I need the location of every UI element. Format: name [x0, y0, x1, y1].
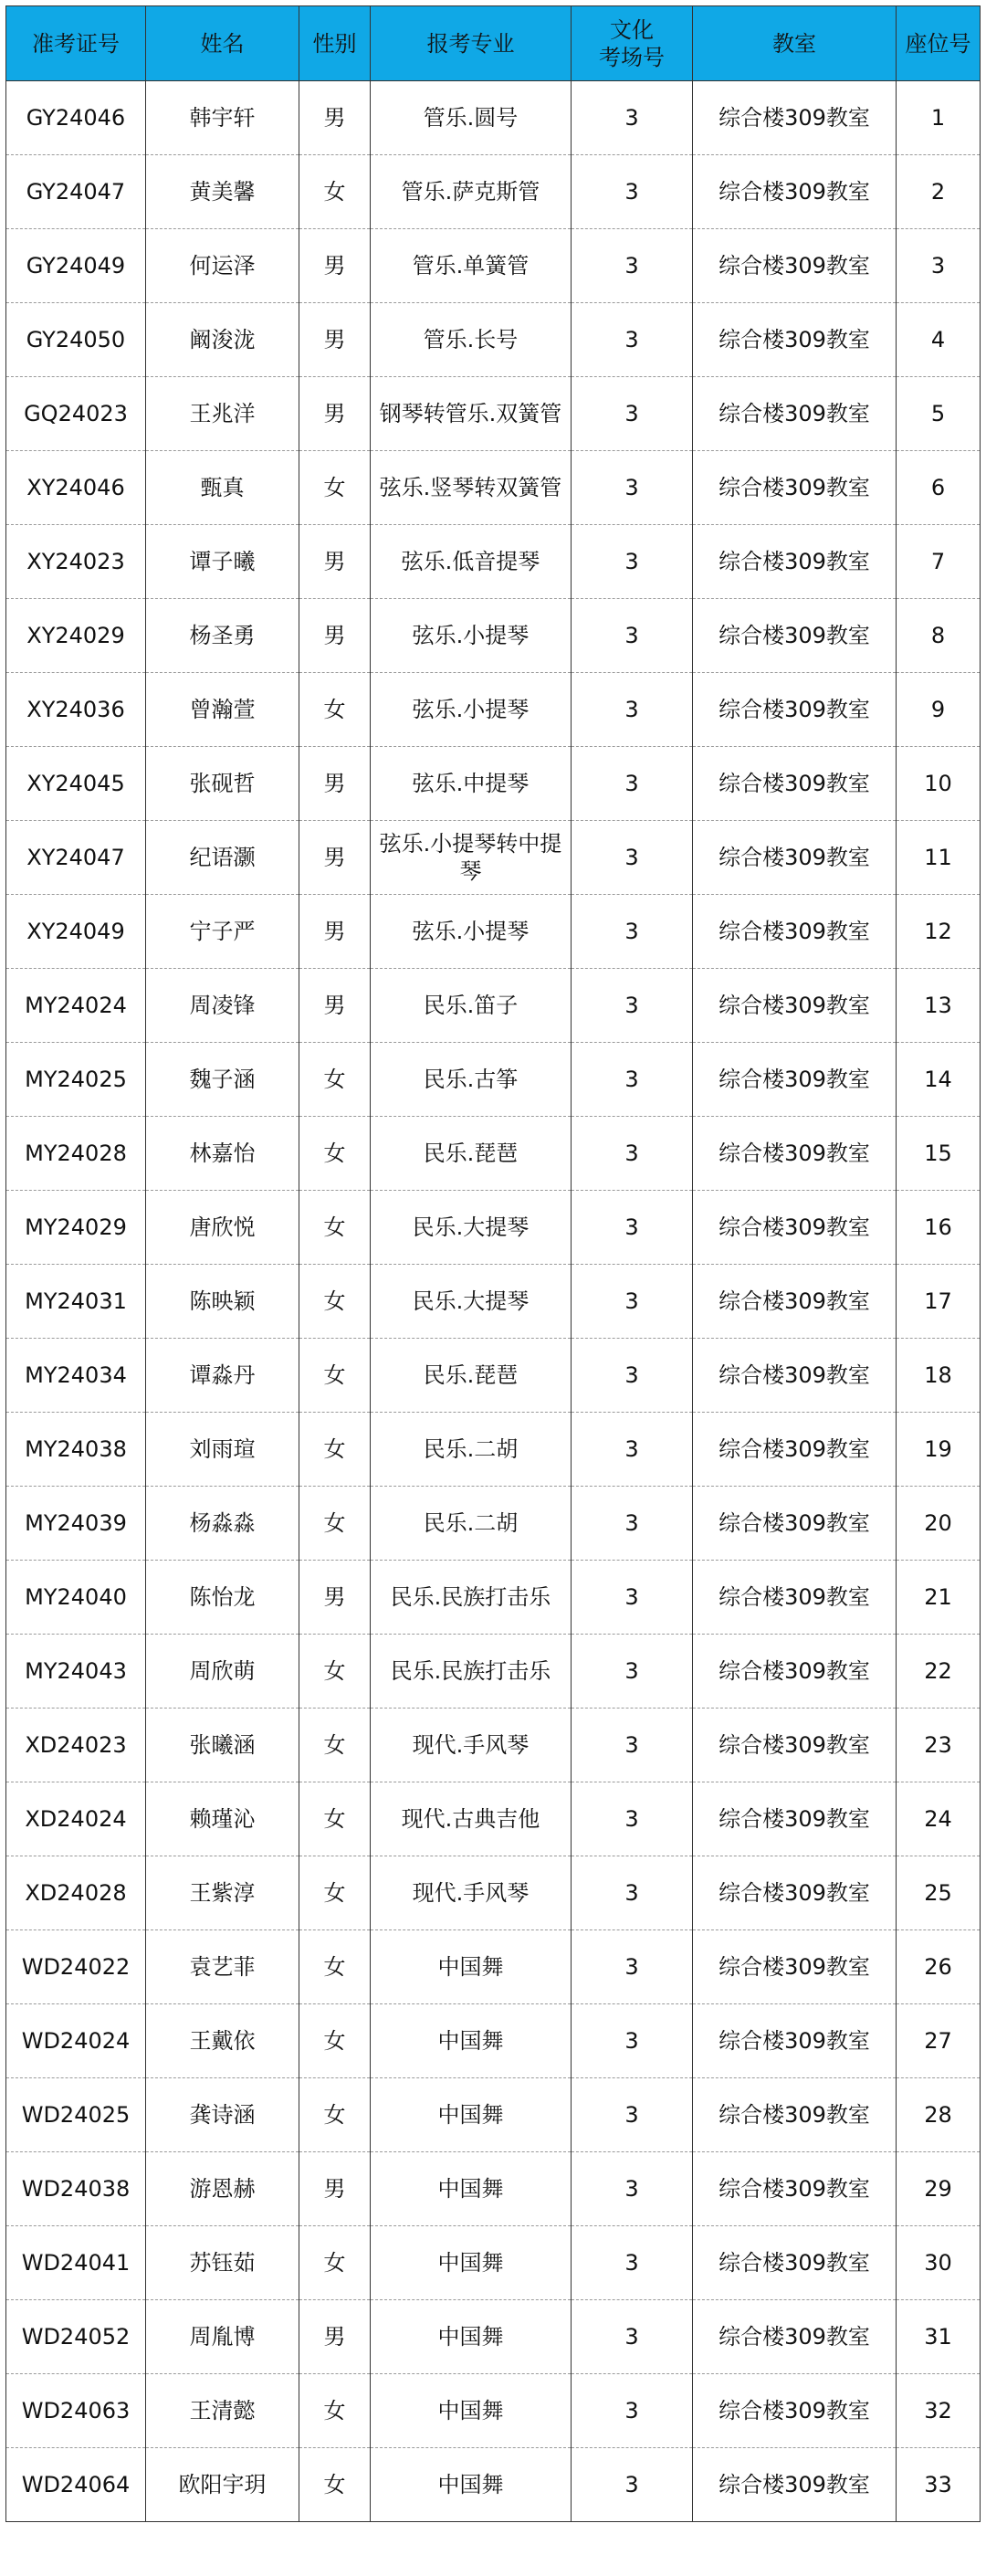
cell-exam-id: GQ24023	[6, 377, 146, 451]
cell-room-no: 3	[572, 525, 693, 599]
cell-seat: 19	[897, 1413, 981, 1487]
cell-seat: 24	[897, 1782, 981, 1856]
cell-exam-id: MY24039	[6, 1487, 146, 1561]
cell-exam-id: GY24047	[6, 155, 146, 229]
cell-classroom: 综合楼309教室	[693, 1709, 897, 1782]
cell-major: 中国舞	[371, 2374, 572, 2448]
cell-name: 韩宇轩	[146, 81, 299, 155]
cell-gender: 男	[299, 303, 371, 377]
table-row	[6, 1782, 981, 1856]
cell-gender: 女	[299, 1856, 371, 1930]
cell-room-no: 3	[572, 2078, 693, 2152]
cell-classroom: 综合楼309教室	[693, 155, 897, 229]
cell-name: 陈映颖	[146, 1265, 299, 1339]
cell-major: 民乐.琵琶	[371, 1117, 572, 1191]
cell-seat: 25	[897, 1856, 981, 1930]
cell-major: 中国舞	[371, 2078, 572, 2152]
table-header	[6, 6, 981, 81]
cell-classroom: 综合楼309教室	[693, 821, 897, 895]
cell-name: 谭子曦	[146, 525, 299, 599]
cell-exam-id: WD24063	[6, 2374, 146, 2448]
cell-exam-id: MY24029	[6, 1191, 146, 1265]
header-gender: 性别	[299, 6, 371, 81]
table-row	[6, 895, 981, 969]
cell-seat: 29	[897, 2152, 981, 2226]
cell-seat: 30	[897, 2226, 981, 2300]
cell-gender: 男	[299, 377, 371, 451]
cell-name: 刘雨瑄	[146, 1413, 299, 1487]
cell-major: 民乐.琵琶	[371, 1339, 572, 1413]
cell-name: 王戴依	[146, 2004, 299, 2078]
cell-gender: 女	[299, 2448, 371, 2522]
cell-gender: 男	[299, 229, 371, 303]
cell-seat: 7	[897, 525, 981, 599]
cell-major: 管乐.单簧管	[371, 229, 572, 303]
cell-room-no: 3	[572, 377, 693, 451]
cell-gender: 女	[299, 451, 371, 525]
cell-major: 现代.手风琴	[371, 1709, 572, 1782]
table-row	[6, 1561, 981, 1635]
cell-room-no: 3	[572, 303, 693, 377]
table-row	[6, 1413, 981, 1487]
header-room-no-line2: 考场号	[599, 44, 665, 70]
cell-classroom: 综合楼309教室	[693, 969, 897, 1043]
cell-exam-id: XD24028	[6, 1856, 146, 1930]
cell-classroom: 综合楼309教室	[693, 1265, 897, 1339]
cell-gender: 女	[299, 1635, 371, 1709]
cell-name: 唐欣悦	[146, 1191, 299, 1265]
cell-exam-id: XY24049	[6, 895, 146, 969]
cell-exam-id: XD24023	[6, 1709, 146, 1782]
cell-major: 中国舞	[371, 2226, 572, 2300]
cell-major: 弦乐.竖琴转双簧管	[371, 451, 572, 525]
header-major: 报考专业	[371, 6, 572, 81]
cell-exam-id: MY24031	[6, 1265, 146, 1339]
cell-name: 周欣萌	[146, 1635, 299, 1709]
cell-gender: 女	[299, 1043, 371, 1117]
cell-gender: 男	[299, 81, 371, 155]
cell-seat: 20	[897, 1487, 981, 1561]
cell-classroom: 综合楼309教室	[693, 2226, 897, 2300]
table-row	[6, 1930, 981, 2004]
cell-exam-id: WD24022	[6, 1930, 146, 2004]
cell-exam-id: WD24064	[6, 2448, 146, 2522]
cell-name: 苏钰茹	[146, 2226, 299, 2300]
cell-seat: 21	[897, 1561, 981, 1635]
cell-exam-id: XY24047	[6, 821, 146, 895]
cell-gender: 女	[299, 2374, 371, 2448]
table-row	[6, 1487, 981, 1561]
cell-exam-id: WD24052	[6, 2300, 146, 2374]
table-row	[6, 525, 981, 599]
cell-exam-id: MY24034	[6, 1339, 146, 1413]
cell-name: 杨圣勇	[146, 599, 299, 673]
table-row	[6, 1339, 981, 1413]
cell-gender: 女	[299, 1191, 371, 1265]
cell-room-no: 3	[572, 155, 693, 229]
cell-major: 民乐.民族打击乐	[371, 1635, 572, 1709]
cell-exam-id: WD24024	[6, 2004, 146, 2078]
cell-name: 王兆洋	[146, 377, 299, 451]
cell-major: 弦乐.小提琴	[371, 895, 572, 969]
cell-major: 民乐.二胡	[371, 1413, 572, 1487]
table-row	[6, 2448, 981, 2522]
cell-exam-id: MY24038	[6, 1413, 146, 1487]
cell-name: 张曦涵	[146, 1709, 299, 1782]
cell-name: 林嘉怡	[146, 1117, 299, 1191]
cell-name: 赖瑾沁	[146, 1782, 299, 1856]
cell-name: 王紫淳	[146, 1856, 299, 1930]
cell-room-no: 3	[572, 81, 693, 155]
cell-name: 周胤博	[146, 2300, 299, 2374]
cell-room-no: 3	[572, 229, 693, 303]
table-row	[6, 1265, 981, 1339]
cell-exam-id: XD24024	[6, 1782, 146, 1856]
cell-classroom: 综合楼309教室	[693, 2152, 897, 2226]
cell-name: 宁子严	[146, 895, 299, 969]
cell-gender: 女	[299, 1339, 371, 1413]
cell-gender: 男	[299, 599, 371, 673]
cell-classroom: 综合楼309教室	[693, 1635, 897, 1709]
cell-room-no: 3	[572, 2300, 693, 2374]
cell-major: 中国舞	[371, 1930, 572, 2004]
cell-seat: 5	[897, 377, 981, 451]
table-row	[6, 969, 981, 1043]
cell-room-no: 3	[572, 1043, 693, 1117]
header-room-no-line1: 文化	[610, 16, 654, 43]
cell-exam-id: XY24045	[6, 747, 146, 821]
cell-exam-id: XY24036	[6, 673, 146, 747]
cell-seat: 16	[897, 1191, 981, 1265]
cell-seat: 9	[897, 673, 981, 747]
cell-gender: 女	[299, 1709, 371, 1782]
cell-seat: 17	[897, 1265, 981, 1339]
cell-classroom: 综合楼309教室	[693, 525, 897, 599]
table-row	[6, 599, 981, 673]
cell-gender: 男	[299, 525, 371, 599]
cell-gender: 男	[299, 747, 371, 821]
cell-gender: 女	[299, 2004, 371, 2078]
cell-major: 民乐.古筝	[371, 1043, 572, 1117]
cell-major: 民乐.笛子	[371, 969, 572, 1043]
table-row	[6, 1043, 981, 1117]
cell-seat: 33	[897, 2448, 981, 2522]
cell-room-no: 3	[572, 1709, 693, 1782]
cell-seat: 15	[897, 1117, 981, 1191]
cell-name: 龚诗涵	[146, 2078, 299, 2152]
cell-classroom: 综合楼309教室	[693, 1856, 897, 1930]
cell-major: 民乐.二胡	[371, 1487, 572, 1561]
cell-seat: 32	[897, 2374, 981, 2448]
cell-gender: 男	[299, 2152, 371, 2226]
cell-seat: 14	[897, 1043, 981, 1117]
cell-classroom: 综合楼309教室	[693, 2448, 897, 2522]
cell-classroom: 综合楼309教室	[693, 1561, 897, 1635]
cell-room-no: 3	[572, 673, 693, 747]
cell-gender: 男	[299, 821, 371, 895]
cell-room-no: 3	[572, 1117, 693, 1191]
cell-gender: 女	[299, 1930, 371, 2004]
cell-room-no: 3	[572, 1930, 693, 2004]
table-row	[6, 2300, 981, 2374]
cell-exam-id: WD24038	[6, 2152, 146, 2226]
cell-major: 弦乐.低音提琴	[371, 525, 572, 599]
cell-major: 现代.手风琴	[371, 1856, 572, 1930]
table-row	[6, 1856, 981, 1930]
table-row	[6, 2004, 981, 2078]
cell-room-no: 3	[572, 821, 693, 895]
cell-room-no: 3	[572, 1856, 693, 1930]
cell-classroom: 综合楼309教室	[693, 747, 897, 821]
cell-classroom: 综合楼309教室	[693, 1117, 897, 1191]
cell-classroom: 综合楼309教室	[693, 1487, 897, 1561]
cell-classroom: 综合楼309教室	[693, 1191, 897, 1265]
cell-name: 张砚哲	[146, 747, 299, 821]
cell-room-no: 3	[572, 1265, 693, 1339]
cell-room-no: 3	[572, 1635, 693, 1709]
cell-name: 杨淼淼	[146, 1487, 299, 1561]
cell-major: 弦乐.小提琴转中提琴	[371, 821, 572, 895]
cell-major: 中国舞	[371, 2448, 572, 2522]
table-row	[6, 2374, 981, 2448]
cell-name: 甄真	[146, 451, 299, 525]
cell-room-no: 3	[572, 1782, 693, 1856]
cell-classroom: 综合楼309教室	[693, 673, 897, 747]
cell-seat: 11	[897, 821, 981, 895]
table-row	[6, 451, 981, 525]
cell-major: 民乐.大提琴	[371, 1265, 572, 1339]
cell-name: 魏子涵	[146, 1043, 299, 1117]
cell-room-no: 3	[572, 2226, 693, 2300]
table-body	[6, 81, 981, 2522]
table-row	[6, 1709, 981, 1782]
cell-gender: 男	[299, 969, 371, 1043]
cell-classroom: 综合楼309教室	[693, 1782, 897, 1856]
cell-major: 民乐.大提琴	[371, 1191, 572, 1265]
table-row	[6, 229, 981, 303]
cell-name: 陈怡龙	[146, 1561, 299, 1635]
cell-classroom: 综合楼309教室	[693, 229, 897, 303]
cell-major: 中国舞	[371, 2152, 572, 2226]
header-exam-id: 准考证号	[6, 6, 146, 81]
cell-name: 周凌锋	[146, 969, 299, 1043]
cell-classroom: 综合楼309教室	[693, 2078, 897, 2152]
header-classroom: 教室	[693, 6, 897, 81]
cell-seat: 8	[897, 599, 981, 673]
table-row	[6, 673, 981, 747]
table-row	[6, 2152, 981, 2226]
cell-room-no: 3	[572, 1561, 693, 1635]
cell-major: 弦乐.小提琴	[371, 673, 572, 747]
cell-major: 现代.古典吉他	[371, 1782, 572, 1856]
cell-gender: 男	[299, 1561, 371, 1635]
cell-exam-id: XY24023	[6, 525, 146, 599]
cell-seat: 13	[897, 969, 981, 1043]
cell-gender: 女	[299, 2078, 371, 2152]
cell-exam-id: XY24046	[6, 451, 146, 525]
table-row	[6, 1117, 981, 1191]
cell-room-no: 3	[572, 895, 693, 969]
cell-name: 纪语灏	[146, 821, 299, 895]
cell-room-no: 3	[572, 1413, 693, 1487]
cell-seat: 6	[897, 451, 981, 525]
cell-classroom: 综合楼309教室	[693, 451, 897, 525]
table-row	[6, 303, 981, 377]
cell-exam-id: MY24043	[6, 1635, 146, 1709]
cell-name: 王清懿	[146, 2374, 299, 2448]
cell-room-no: 3	[572, 599, 693, 673]
cell-major: 钢琴转管乐.双簧管	[371, 377, 572, 451]
table-row	[6, 1191, 981, 1265]
cell-exam-id: MY24028	[6, 1117, 146, 1191]
cell-seat: 18	[897, 1339, 981, 1413]
cell-room-no: 3	[572, 747, 693, 821]
cell-exam-id: MY24040	[6, 1561, 146, 1635]
cell-gender: 女	[299, 1782, 371, 1856]
cell-name: 何运泽	[146, 229, 299, 303]
cell-classroom: 综合楼309教室	[693, 1930, 897, 2004]
header-room-no	[572, 6, 693, 81]
cell-seat: 22	[897, 1635, 981, 1709]
cell-room-no: 3	[572, 2004, 693, 2078]
cell-name: 阚浚泷	[146, 303, 299, 377]
cell-gender: 男	[299, 895, 371, 969]
cell-classroom: 综合楼309教室	[693, 599, 897, 673]
cell-name: 欧阳宇玥	[146, 2448, 299, 2522]
seating-table-sheet	[5, 5, 980, 2522]
cell-major: 弦乐.中提琴	[371, 747, 572, 821]
cell-seat: 23	[897, 1709, 981, 1782]
cell-gender: 女	[299, 1413, 371, 1487]
cell-classroom: 综合楼309教室	[693, 81, 897, 155]
cell-major: 弦乐.小提琴	[371, 599, 572, 673]
table-row	[6, 747, 981, 821]
seating-table	[5, 5, 981, 2522]
cell-major: 管乐.长号	[371, 303, 572, 377]
table-row	[6, 81, 981, 155]
table-row	[6, 1635, 981, 1709]
cell-major: 中国舞	[371, 2004, 572, 2078]
cell-name: 袁艺菲	[146, 1930, 299, 2004]
cell-gender: 女	[299, 673, 371, 747]
cell-gender: 女	[299, 1487, 371, 1561]
cell-seat: 10	[897, 747, 981, 821]
cell-exam-id: WD24041	[6, 2226, 146, 2300]
cell-room-no: 3	[572, 1487, 693, 1561]
cell-seat: 4	[897, 303, 981, 377]
header-seat: 座位号	[897, 6, 981, 81]
cell-gender: 女	[299, 1117, 371, 1191]
cell-classroom: 综合楼309教室	[693, 895, 897, 969]
cell-room-no: 3	[572, 2152, 693, 2226]
cell-classroom: 综合楼309教室	[693, 1339, 897, 1413]
cell-gender: 男	[299, 2300, 371, 2374]
table-row	[6, 821, 981, 895]
cell-major: 中国舞	[371, 2300, 572, 2374]
cell-exam-id: WD24025	[6, 2078, 146, 2152]
cell-major: 管乐.萨克斯管	[371, 155, 572, 229]
cell-room-no: 3	[572, 2374, 693, 2448]
cell-major: 管乐.圆号	[371, 81, 572, 155]
table-row	[6, 2226, 981, 2300]
cell-classroom: 综合楼309教室	[693, 2374, 897, 2448]
cell-seat: 3	[897, 229, 981, 303]
cell-room-no: 3	[572, 2448, 693, 2522]
cell-classroom: 综合楼309教室	[693, 1043, 897, 1117]
table-row	[6, 155, 981, 229]
cell-seat: 1	[897, 81, 981, 155]
table-row	[6, 2078, 981, 2152]
cell-gender: 女	[299, 1265, 371, 1339]
cell-gender: 女	[299, 155, 371, 229]
cell-seat: 31	[897, 2300, 981, 2374]
cell-exam-id: GY24049	[6, 229, 146, 303]
cell-gender: 女	[299, 2226, 371, 2300]
cell-seat: 27	[897, 2004, 981, 2078]
cell-name: 曾瀚萱	[146, 673, 299, 747]
cell-classroom: 综合楼309教室	[693, 2300, 897, 2374]
cell-exam-id: XY24029	[6, 599, 146, 673]
cell-seat: 28	[897, 2078, 981, 2152]
cell-seat: 26	[897, 1930, 981, 2004]
cell-exam-id: GY24050	[6, 303, 146, 377]
cell-classroom: 综合楼309教室	[693, 303, 897, 377]
cell-classroom: 综合楼309教室	[693, 2004, 897, 2078]
cell-name: 游恩赫	[146, 2152, 299, 2226]
header-name: 姓名	[146, 6, 299, 81]
cell-name: 黄美馨	[146, 155, 299, 229]
cell-exam-id: GY24046	[6, 81, 146, 155]
cell-room-no: 3	[572, 1191, 693, 1265]
cell-exam-id: MY24024	[6, 969, 146, 1043]
cell-name: 谭淼丹	[146, 1339, 299, 1413]
cell-classroom: 综合楼309教室	[693, 377, 897, 451]
header-row	[6, 6, 981, 81]
cell-seat: 2	[897, 155, 981, 229]
cell-room-no: 3	[572, 969, 693, 1043]
cell-classroom: 综合楼309教室	[693, 1413, 897, 1487]
cell-exam-id: MY24025	[6, 1043, 146, 1117]
cell-room-no: 3	[572, 1339, 693, 1413]
cell-major: 民乐.民族打击乐	[371, 1561, 572, 1635]
cell-seat: 12	[897, 895, 981, 969]
cell-room-no: 3	[572, 451, 693, 525]
table-row	[6, 377, 981, 451]
